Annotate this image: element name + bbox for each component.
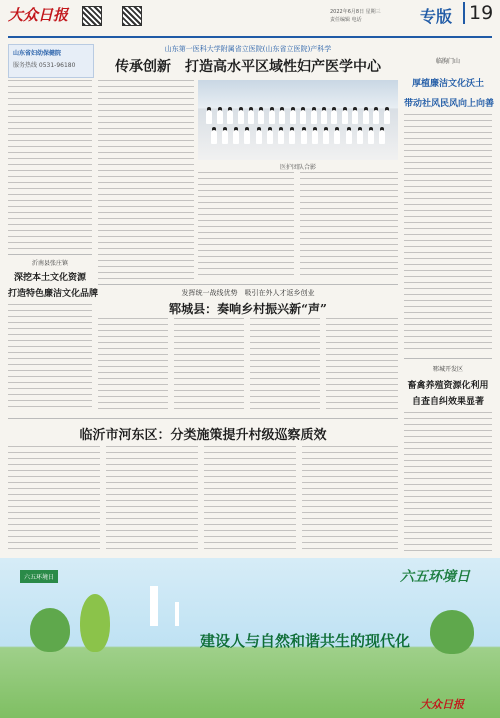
sidebar-box-line: 服务热线 0531-96180: [13, 62, 76, 69]
qr-code-icon: [122, 6, 142, 26]
wind-turbine-icon: [150, 586, 158, 626]
right-headline-1a: 厚植廉洁文化沃土: [411, 79, 484, 89]
tree-icon: [430, 610, 474, 654]
ad-newspaper-logo: 大众日报: [420, 698, 464, 711]
photo-caption: 医护团队合影: [279, 164, 316, 171]
tree-icon: [30, 608, 70, 652]
right-kicker-2: 郓城开发区: [432, 366, 463, 373]
middle-kicker: 发挥统一战线优势 吸引在外人才返乡创业: [181, 289, 315, 297]
lead-body-col-3: [300, 172, 398, 280]
divider: [404, 358, 492, 359]
right-headline-1b: 带动社风民风向上向善: [404, 99, 495, 109]
right-body-1: [404, 114, 492, 354]
bottom-body-3: [204, 446, 296, 552]
sidebar-info-box: [8, 44, 94, 78]
middle-body-3: [250, 318, 320, 414]
right-kicker-1: 临朐门山: [435, 58, 460, 65]
lead-headline: 传承创新 打造高水平区域性妇产医学中心: [115, 59, 381, 75]
middle-headline: 郓城县：奏响乡村振兴新“声”: [169, 302, 327, 316]
sidebar-box-title: 山东省妇幼保健院: [13, 50, 62, 57]
middle-body-1: [98, 318, 168, 414]
header-rule: [8, 36, 492, 38]
divider: [8, 254, 92, 255]
lead-kicker: 山东第一医科大学附属省立医院(山东省立医院)产科学: [164, 45, 332, 53]
tree-icon: [80, 594, 110, 652]
masthead: [0, 0, 500, 40]
bottom-body-4: [302, 446, 398, 552]
left-headline-a: 深挖本土文化资源: [13, 273, 86, 283]
lead-body-col-2: [198, 172, 294, 280]
ad-tag: 六五环境日: [20, 570, 58, 583]
environment-day-ad: [0, 558, 500, 718]
bottom-body-1: [8, 446, 100, 552]
photo-people-row: [208, 130, 388, 144]
bottom-body-2: [106, 446, 198, 552]
right-body-2: [404, 412, 492, 552]
team-photo: [198, 80, 398, 160]
page-number: 19: [463, 2, 493, 24]
sidebar-body-text: [8, 80, 92, 250]
divider: [98, 284, 398, 285]
bottom-headline: 临沂市河东区：分类施策提升村级巡察质效: [79, 428, 327, 443]
date-line: 2022年6月8日 星期三: [330, 9, 381, 15]
newspaper-logo: 大众日报: [8, 6, 69, 24]
photo-people-row: [204, 110, 392, 124]
qr-code-icon: [82, 6, 102, 26]
right-headline-2a: 畜禽养殖资源化利用: [407, 381, 489, 391]
middle-body-4: [326, 318, 398, 414]
left-headline-b: 打造特色廉洁文化品牌: [8, 289, 99, 299]
editor-line: 责任编辑 电话: [330, 17, 362, 23]
section-name: 专版: [420, 7, 453, 26]
ad-slogan: 建设人与自然和谐共生的现代化: [200, 632, 411, 650]
wind-turbine-icon: [175, 602, 179, 626]
divider: [8, 418, 398, 419]
lead-body-col-1: [98, 80, 194, 280]
middle-body-2: [174, 318, 244, 414]
left-body-2: [8, 304, 92, 412]
article-kicker: 沂南县张庄镇: [31, 260, 68, 267]
ad-event-title: 六五环境日: [400, 569, 470, 585]
right-headline-2b: 自查自纠效果显著: [411, 397, 484, 407]
